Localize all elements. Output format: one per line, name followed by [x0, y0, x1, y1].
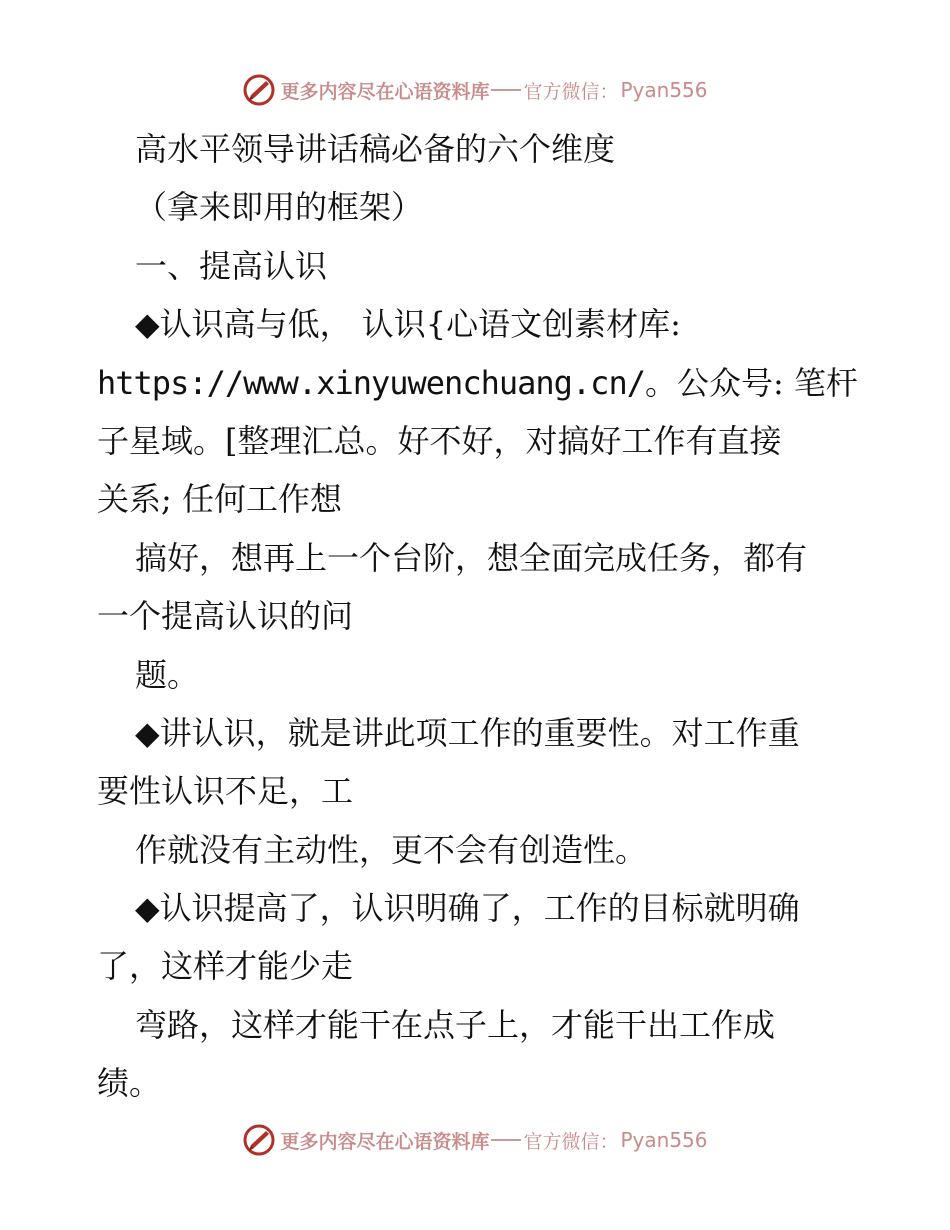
document-body	[97, 120, 857, 1113]
paragraph-line: 要性认识不足，工	[97, 772, 354, 811]
paragraph-line	[97, 354, 857, 412]
watermark-sub-text: 官方微信：	[523, 80, 619, 103]
watermark-dash	[491, 1139, 521, 1141]
paragraph-line: 关系; 任何工作想	[97, 480, 342, 519]
paragraph-text: 。公众号: 笔杆	[644, 363, 858, 402]
brand-logo-icon	[242, 73, 276, 107]
footer-watermark	[0, 1122, 950, 1158]
paragraph-line: 作就没有主动性，更不会有创造性。	[135, 830, 648, 869]
watermark-main-text: 更多内容尽在心语资料库	[280, 1130, 490, 1153]
document-subtitle: （拿来即用的框架）	[135, 188, 424, 227]
paragraph-line: 一个提高认识的问	[97, 597, 354, 636]
paragraph-line: 子星域。[整理汇总。好不好，对搞好工作有直接	[97, 421, 782, 460]
header-watermark	[0, 72, 950, 108]
source-url-link[interactable]: https://www.xinyuwenchuang.cn/	[97, 363, 645, 402]
watermark-wechat-id: Pyan556	[620, 78, 708, 102]
paragraph-line: ◆认识提高了，认识明确了，工作的目标就明确	[135, 889, 800, 928]
paragraph-line: 了，这样才能少走	[97, 947, 354, 986]
document-title: 高水平领导讲话稿必备的六个维度	[135, 130, 616, 168]
watermark-wechat-id: Pyan556	[620, 1128, 708, 1152]
section-heading: 一、提高认识	[135, 246, 328, 285]
watermark-sub-text: 官方微信：	[523, 1130, 619, 1153]
brand-logo-icon	[242, 1123, 276, 1157]
paragraph-line: ◆认识高与低， 认识{心语文创素材库:	[135, 305, 681, 344]
paragraph-line: 题。	[135, 655, 200, 694]
watermark-dash	[491, 89, 521, 91]
paragraph-line: 搞好，想再上一个台阶，想全面完成任务，都有	[135, 538, 808, 577]
watermark-main-text: 更多内容尽在心语资料库	[280, 80, 490, 103]
paragraph-line: ◆讲认识，就是讲此项工作的重要性。对工作重	[135, 713, 800, 752]
paragraph-line: 绩。	[97, 1064, 162, 1103]
paragraph-line: 弯路，这样才能干在点子上，才能干出工作成	[135, 1005, 776, 1044]
